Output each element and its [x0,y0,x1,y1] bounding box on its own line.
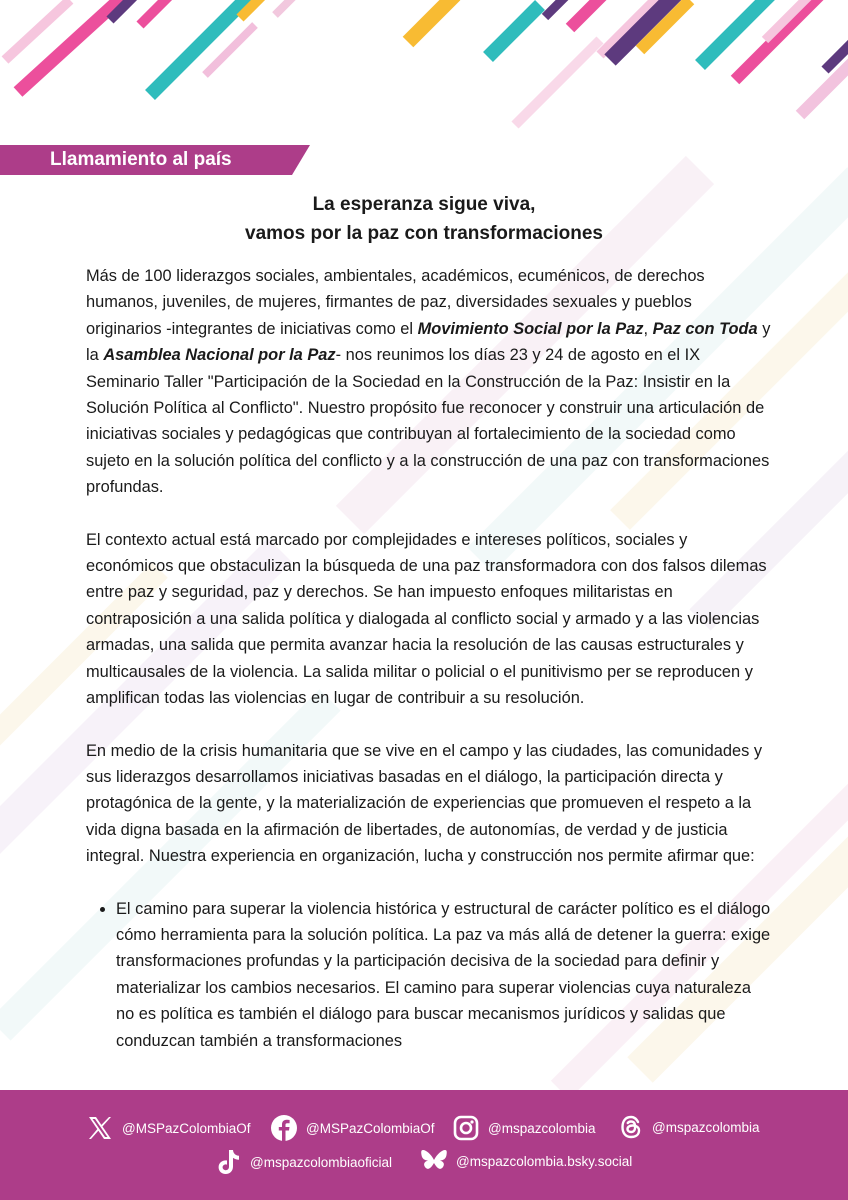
p1-text-e: y la [86,319,771,365]
bluesky-handle: @mspazcolombia.bsky.social [456,1153,633,1169]
social-threads[interactable] [618,1114,760,1140]
p1-text-a: Más de 100 liderazgos sociales, ambientales, académicos, ecuménicos, de derechos humanos, juveniles, de mujeres, firmantes de paz, diversidades sexuales y pueblos originarios -integrantes de iniciativas como el [86,267,705,338]
instagram-handle: @mspazcolombia [488,1120,596,1136]
banner-title: Llamamiento al país [50,149,232,170]
document-body [86,263,771,1054]
document-title [0,190,848,248]
threads-handle: @mspazcolombia [652,1119,760,1135]
tiktok-handle: @mspazcolombiaoficial [250,1154,393,1170]
instagram-icon [452,1114,480,1142]
paragraph-2: El contexto actual está marcado por complejidades e intereses políticos, sociales y económicos que obstaculizan la búsqueda de una paz transformadora con dos falsos dilemas entre paz y seguridad, paz y derechos. Se han impuesto enfoques militaristas en contraposición a una salida política y dialogada al conflicto social y armado y a las violencias armadas, una salida que permita avanzar hacia la resolución de las causas estructurales y multicausales de la violencia. La salida militar o policial o el punitivismo per se reproducen y amplifican todas las violencias en lugar de contribuir a su resolución. [86,530,767,708]
social-instagram[interactable] [452,1114,596,1142]
p1-text-c: , [643,319,653,338]
facebook-handle: @MSPazColombiaOf [306,1120,435,1136]
footer-bar [0,1090,848,1200]
paragraph-1 [86,263,771,501]
x-handle: @MSPazColombiaOf [122,1120,251,1136]
title-line-1: La esperanza sigue viva, [312,194,536,215]
bluesky-icon [420,1148,448,1174]
social-facebook[interactable] [270,1114,435,1142]
p1-emph-asamblea: Asamblea Nacional por la Paz [103,346,336,365]
social-bluesky[interactable] [420,1148,632,1174]
social-x[interactable] [86,1114,251,1142]
x-icon [86,1114,114,1142]
social-tiktok[interactable] [216,1148,392,1176]
p1-text-g: - nos reunimos los días 23 y 24 de agosto en el IX Seminario Taller "Participación de la Sociedad en la Construcción de la Paz: Insistir en la Solución Política al Conflicto". Nuestro propósito fue reconocer y construir una articulación de iniciativas sociales y pedagógicas que contribuyan al fortalecimiento de la sociedad como sujeto en la solución política del conflicto y a la construcción de una paz con transformaciones profundas. [86,346,770,497]
paragraph-3: En medio de la crisis humanitaria que se vive en el campo y las ciudades, las comunidades y sus liderazgos desarrollamos iniciativas basadas en el diálogo, la participación directa y protagónica de la gente, y la materialización de experiencias que promueven el respeto a la vida digna basada en la afirmación de libertades, de autonomías, de verdad y de justicia integral. Nuestra experiencia en organización, lucha y construcción nos permite afirmar que: [86,741,763,866]
bullet-list [86,896,771,1054]
p1-emph-movimiento: Movimiento Social por la Paz [417,319,644,338]
bullet-item-1: • El camino para superar la violencia histórica y estructural de carácter político es el diálogo cómo herramienta para la solución política. La paz va más allá de detener la guerra: exige transformaciones profundas y la participación decisiva de la sociedad para definir y materializar los cambios necesarios. El camino para superar violencias cuya naturaleza no es política es también el diálogo para buscar mecanismos jurídicos y salidas que conduzcan también a transformaciones [116,896,771,1054]
p1-emph-paz-con-toda: Paz con Toda [652,319,758,338]
tiktok-icon [216,1148,242,1176]
threads-icon [618,1114,644,1140]
title-line-2: vamos por la paz con transformaciones [245,223,603,244]
section-banner [0,145,310,175]
facebook-icon [270,1114,298,1142]
